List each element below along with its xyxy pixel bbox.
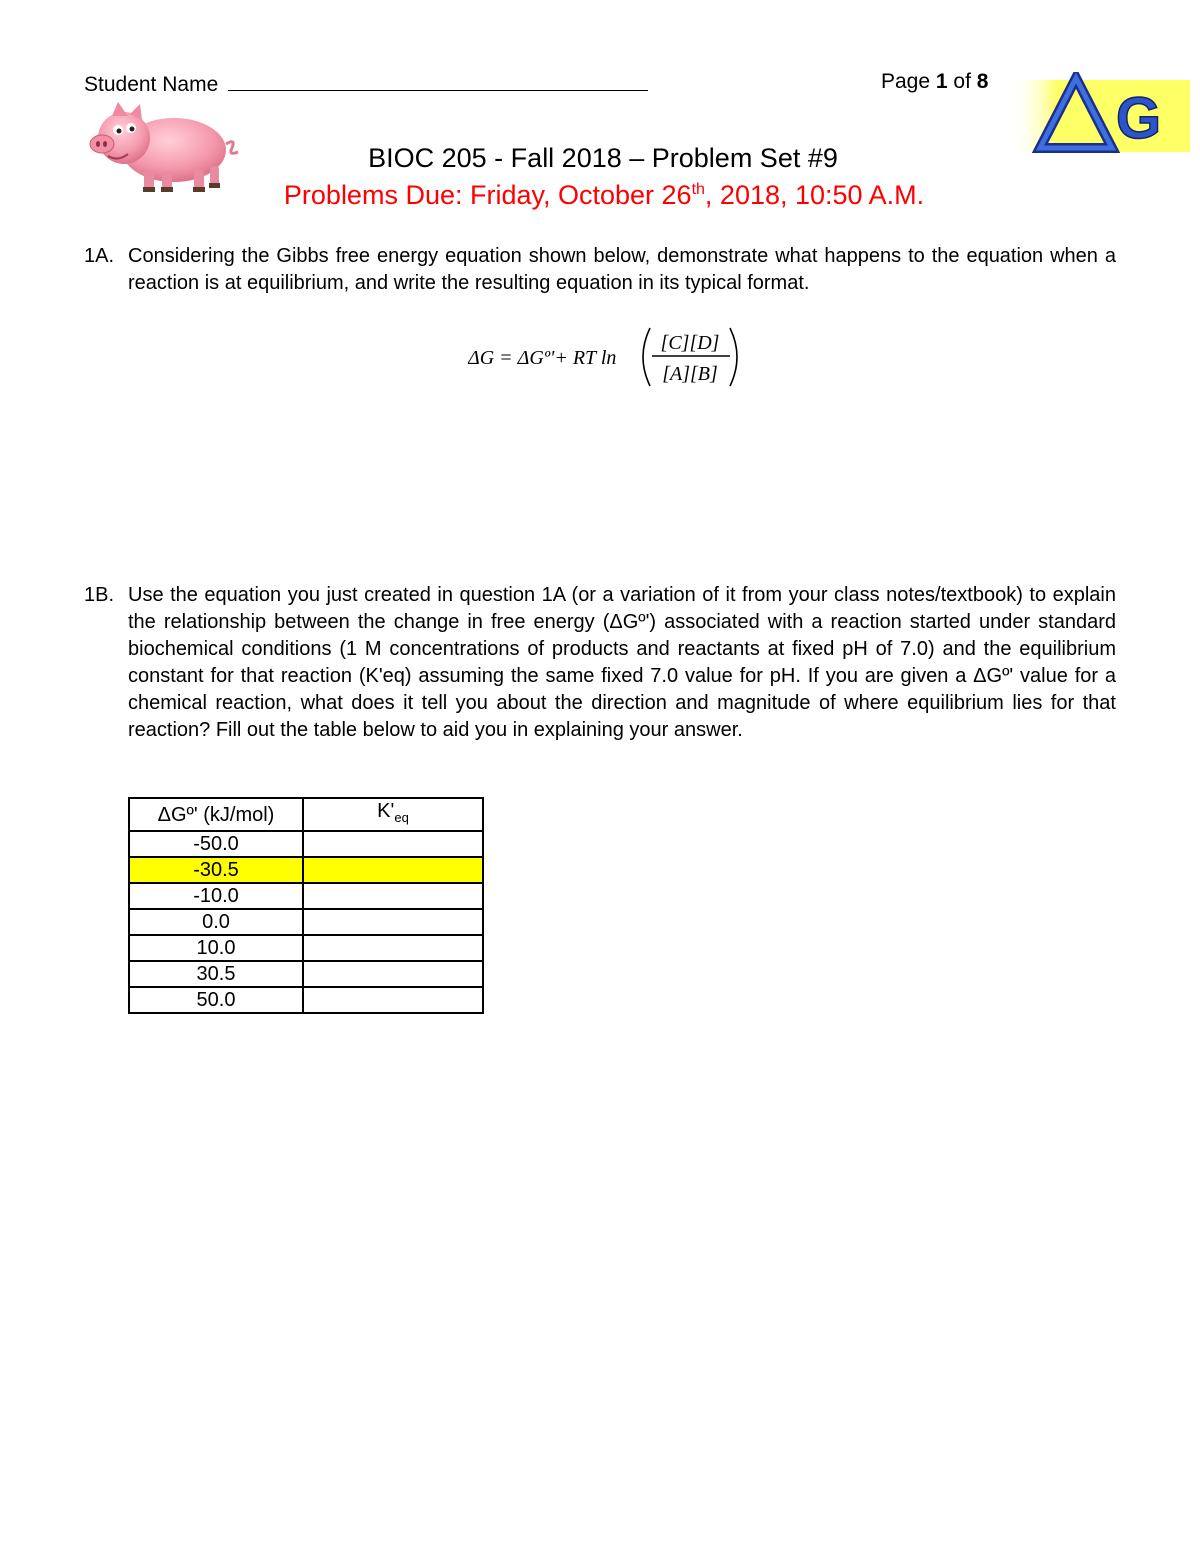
page-of: of	[953, 70, 971, 93]
page-total: 8	[976, 70, 989, 93]
page-label: Page	[881, 70, 931, 93]
question-number: 1B.	[84, 584, 115, 606]
table-row	[129, 883, 483, 909]
student-name-line	[84, 70, 648, 97]
delta-g-value: 10.0	[129, 935, 303, 961]
keq-answer-cell[interactable]	[303, 987, 483, 1013]
table-header-row	[129, 798, 483, 831]
student-name-label: Student Name	[84, 73, 219, 96]
table-row	[129, 831, 483, 857]
equation-lhs: ΔG = ΔGº'+ RT ln	[468, 347, 617, 369]
table-row	[129, 961, 483, 987]
keq-answer-cell[interactable]	[303, 883, 483, 909]
page-indicator	[881, 70, 988, 94]
keq-answer-cell[interactable]	[303, 857, 483, 883]
question-1a	[84, 243, 1116, 297]
delta-g-value: 50.0	[129, 987, 303, 1013]
header-delta-g: ΔGº' (kJ/mol)	[129, 798, 303, 831]
delta-g-value: 30.5	[129, 961, 303, 987]
delta-g-value: -30.5	[129, 857, 303, 883]
keq-answer-cell[interactable]	[303, 961, 483, 987]
question-1b	[84, 582, 1116, 744]
table-row	[129, 987, 483, 1013]
keq-answer-cell[interactable]	[303, 831, 483, 857]
due-date: Problems Due: Friday, October 26th, 2018, 10:50 A.M.	[283, 180, 925, 210]
page-current: 1	[935, 70, 948, 93]
table-row	[129, 935, 483, 961]
equation-numerator: [C][D]	[660, 332, 720, 354]
delta-g-value: -50.0	[129, 831, 303, 857]
keq-answer-cell[interactable]	[303, 909, 483, 935]
delta-g-value: -10.0	[129, 883, 303, 909]
gibbs-equation	[468, 322, 748, 392]
keq-table	[128, 797, 484, 1014]
question-text: Considering the Gibbs free energy equation shown below, demonstrate what happens to the equation when a reaction is at equilibrium, and write the resulting equation in its typical format.	[128, 245, 1116, 294]
table-row	[129, 909, 483, 935]
logo-letter: G	[1116, 86, 1162, 151]
student-name-blank[interactable]	[228, 70, 648, 91]
table-row-highlighted	[129, 857, 483, 883]
keq-answer-cell[interactable]	[303, 935, 483, 961]
question-text: Use the equation you just created in question 1A (or a variation of it from your class notes/textbook) to explain the relationship between the change in free energy (ΔGº') associated with a reaction started under standard biochemical conditions (1 M concentrations of products and reactants at fixed pH of 7.0) and the equilibrium constant for that reaction (K'eq) assuming the same fixed 7.0 value for pH. If you are given a ΔGº' value for a chemical reaction, what does it tell you about the direction and magnitude of where equilibrium lies for that reaction? Fill out the table below to aid you in explaining your answer.	[128, 584, 1116, 741]
page-title: BIOC 205 - Fall 2018 – Problem Set #9	[368, 143, 838, 173]
delta-g-value: 0.0	[129, 909, 303, 935]
question-number: 1A.	[84, 245, 115, 267]
equation-denominator: [A][B]	[662, 363, 718, 385]
header-keq: $K'_{eq}$	[303, 798, 483, 831]
